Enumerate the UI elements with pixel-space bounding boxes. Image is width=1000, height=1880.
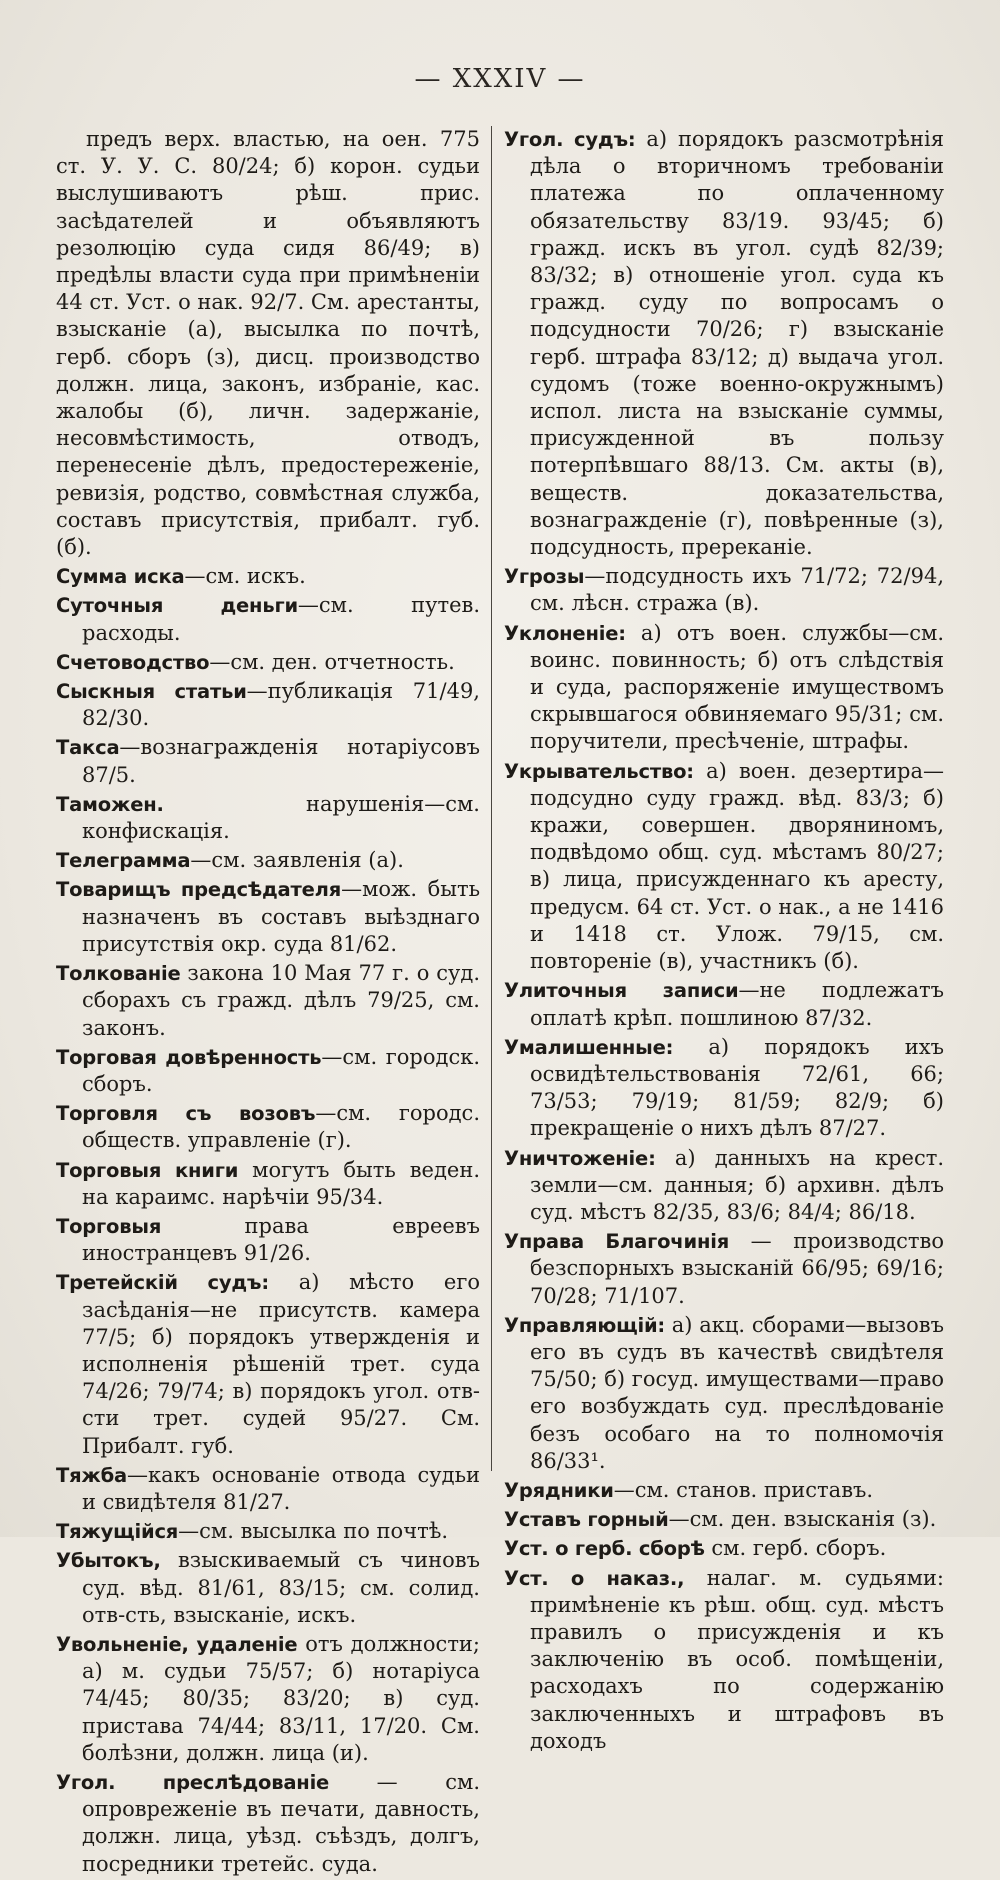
- entry-text: а) порядокъ разсмотрѣнія дѣла о вторичномъ требованіи платежа по оплаченному обязательству 83/19. 93/45; б) гражд. искъ въ угол. судѣ 82/39; 83/32; в) отношеніе угол. суда къ гражд. суду по вопросамъ о подсудности 70/26; г) взысканіе герб. штрафа 83/12; д) выдача угол. судомъ (тоже военно-окружнымъ) испол. листа на взысканіе суммы, присужденной въ пользу потерпѣвшаго 88/13. См. акты (в), веществ. доказательства, вознагражденіе (г), повѣренные (з), подсудность, пререканіе.: [530, 127, 945, 560]
- entry-headword: Торговля съ возовъ: [56, 1102, 316, 1126]
- entry-text: — производство безспорныхъ взысканій 66/95; 69/16; 70/28; 71/107.: [530, 1229, 944, 1308]
- entry-headword: Управляющій:: [504, 1313, 666, 1337]
- entry-headword: Телеграмма: [56, 849, 191, 873]
- entry-text: а) порядокъ ихъ освидѣтельствованія 72/61, 66; 73/53; 79/19; 81/59; 82/9; б) прекращеніе о нихъ дѣлъ 87/27.: [530, 1034, 944, 1141]
- entry-text: а) акц. сборами—вызовъ его въ судъ въ качествѣ свидѣтеля 75/50; б) госуд. имуществами—право его возбуждать суд. преслѣдованіе безъ особаго на то полномочія 86/33¹.: [530, 1312, 944, 1473]
- entry-text: —см. станов. приставъ.: [613, 1477, 874, 1502]
- index-entry: [56, 592, 480, 646]
- index-entry: [504, 1034, 944, 1143]
- index-entry: [504, 1145, 944, 1227]
- entry-headword: Сумма иска: [56, 565, 185, 589]
- index-entry: [56, 1213, 480, 1267]
- entry-text: а) мѣсто его засѣданія—не присутств. камера 77/5; б) порядокъ утвержденія и исполненія рѣшеній трет. суда 74/26; 79/74; в) порядокъ угол. отв-сти трет. судей 95/27. См. Прибалт. губ.: [82, 1270, 480, 1458]
- entry-headword: Уставъ горный: [504, 1508, 669, 1532]
- entry-text: —см. путев. расходы.: [82, 593, 480, 645]
- index-entry: [56, 847, 480, 874]
- page-number: — XXXIV —: [414, 64, 586, 94]
- entry-text: налаг. м. судьями: примѣненіе къ рѣш. общ. суд. мѣстъ правилъ о присужденія и къ заключенію въ особ. помѣщеніи, расходахъ по содержанію заключенныхъ и штрафовъ въ доходъ: [530, 1565, 944, 1753]
- index-entry: [504, 758, 944, 976]
- index-entry: [504, 620, 944, 756]
- entry-headword: Управа Благочинія: [504, 1230, 730, 1254]
- entry-text: —мож. быть назначенъ въ составъ выѣзднаго присутствія окр. суда 81/62.: [82, 877, 480, 956]
- entry-headword: Убытокъ,: [56, 1549, 161, 1573]
- entry-headword: Урядники: [504, 1478, 614, 1502]
- entry-headword: Торговыя: [56, 1214, 162, 1238]
- index-column-right: [504, 126, 944, 1757]
- index-entry: [56, 734, 480, 788]
- entry-headword: Такса: [56, 736, 120, 760]
- entry-headword: Уст. о герб. сборѣ: [504, 1537, 705, 1561]
- entry-text: а) воен. дезертира—подсудно суду гражд. вѣд. 83/3; б) кражи, совершен. дворяниномъ, подвѣдомо общ. суд. мѣстамъ 80/27; в) лица, присужденнаго къ аресту, предусм. 64 ст. Уст. о нак., а не 1416 и 1418 ст. Улож. 79/15, см. повтореніе (в), участникъ (б).: [530, 758, 944, 974]
- index-column-left: [56, 126, 480, 1880]
- entry-text: —подсудность ихъ 71/72; 72/94, см. лѣсн. стража (в).: [530, 564, 944, 616]
- index-entry: [504, 126, 944, 561]
- entry-headword: Сыскныя статьи: [56, 680, 247, 704]
- entry-headword: Толкованіе: [56, 962, 181, 986]
- entry-text: а) данныхъ на крест. земли—см. данныя; б) архивн. дѣлъ суд. мѣстъ 82/35, 83/6; 84/4; 86/18.: [530, 1145, 944, 1224]
- entry-text: —см. городс. обществ. управленіе (г).: [82, 1101, 480, 1153]
- index-entry: [504, 1477, 944, 1504]
- entry-headword: Торговая довѣренность: [56, 1045, 322, 1069]
- entry-headword: Третейскій судъ:: [56, 1271, 269, 1295]
- index-entry: [504, 1228, 944, 1310]
- index-entry: [56, 1631, 480, 1767]
- entry-headword: Торговыя книги: [56, 1158, 239, 1182]
- entry-headword: Умалишенные:: [504, 1035, 674, 1059]
- entry-text: взыскиваемый съ чиновъ суд. вѣд. 81/61, 83/15; см. солид. отв-сть, взысканіе, искъ.: [82, 1548, 480, 1627]
- index-entry: [56, 649, 480, 676]
- index-entry: [504, 1535, 944, 1562]
- entry-headword: Суточныя деньги: [56, 594, 298, 618]
- index-entry: [56, 1044, 480, 1098]
- entry-text: могутъ быть веден. на караимс. нарѣчіи 95/34.: [82, 1157, 480, 1209]
- entry-headword: Тяжба: [56, 1463, 128, 1487]
- index-entry: [56, 1157, 480, 1211]
- entry-headword: Улиточныя записи: [504, 979, 739, 1003]
- entry-text: предъ верх. властью, на оен. 775 ст. У. У. С. 80/24; б) корон. судьи выслушиваютъ рѣш. прис. засѣдателей и объявляютъ резолюцію суда сидя 86/49; в) предѣлы власти суда при примѣненіи 44 ст. Уст. о нак. 92/7. См. арестанты, взысканіе (а), высылка по почтѣ, герб. сборъ (з), дисц. производство должн. лица, законъ, избраніе, кас. жалобы (б), личн. задержаніе, несовмѣстимость, отводъ, перенесеніе дѣлъ, предостереженіе, ревизія, родство, совмѣстная служба, составъ присутствія, прибалт. губ. (б).: [56, 127, 480, 560]
- entry-text: —см. ден. отчетность.: [209, 649, 455, 674]
- index-entry: [56, 1518, 480, 1545]
- entry-text: —см. ден. взысканія (з).: [668, 1507, 937, 1532]
- entry-text: —не подлежатъ оплатѣ крѣп. пошлиною 87/32.: [530, 978, 944, 1030]
- entry-headword: Уклоненіе:: [504, 621, 626, 645]
- column-divider: [491, 126, 492, 1471]
- entry-text: —публикація 71/49, 82/30.: [82, 679, 480, 731]
- index-entry: [56, 960, 480, 1042]
- index-entry: [56, 678, 480, 732]
- entry-headword: Счетоводство: [56, 650, 210, 674]
- index-entry: [56, 1269, 480, 1459]
- index-entry: [504, 977, 944, 1031]
- entry-text: —см. заявленія (а).: [190, 848, 404, 873]
- index-entry: [56, 1769, 480, 1878]
- index-entry: [504, 1565, 944, 1755]
- index-entry: [504, 1506, 944, 1533]
- entry-headword: Уст. о наказ.,: [504, 1566, 685, 1590]
- entry-headword: Угол. судъ:: [504, 128, 636, 151]
- entry-text: отъ должности; а) м. судьи 75/57; б) нотаріуса 74/45; 80/35; 83/20; в) суд. пристава 74/44; 83/11, 17/20. См. болѣзни, должн. лица (и).: [82, 1631, 481, 1765]
- entry-text: нарушенія—см. конфискація.: [82, 791, 480, 844]
- entry-headword: Таможен.: [56, 792, 164, 816]
- entry-text: права евреевъ иностранцевъ 91/26.: [82, 1213, 480, 1266]
- entry-text: —вознагражденія нотаріусовъ 87/5.: [82, 735, 480, 787]
- entry-text: — см. опровреженіе въ печати, давность, должн. лица, уѣзд. съѣздъ, долгъ, посредники третейс. суда.: [82, 1769, 481, 1876]
- index-entry: [56, 1547, 480, 1629]
- index-entry: [56, 791, 480, 845]
- entry-headword: Товарищъ предсѣдателя: [56, 878, 342, 902]
- index-entry: [504, 563, 944, 617]
- index-entry: [56, 126, 480, 561]
- index-entry: [56, 1462, 480, 1516]
- entry-headword: Угрозы: [504, 565, 585, 589]
- index-entry: [504, 1312, 944, 1475]
- entry-headword: Укрывательство:: [504, 759, 694, 783]
- entry-text: а) отъ воен. службы—см. воинс. повинность; б) отъ слѣдствія и суда, распоряженіе имуществомъ скрывшагося обвиняемаго 95/31; см. поручители, пресѣченіе, штрафы.: [530, 620, 944, 754]
- entry-headword: Уничтоженіе:: [504, 1146, 656, 1170]
- entry-headword: Угол. преслѣдованіе: [56, 1770, 330, 1794]
- entry-text: см. герб. сборъ.: [704, 1536, 887, 1561]
- entry-text: —см. городск. сборъ.: [82, 1044, 481, 1096]
- index-entry: [56, 563, 480, 590]
- index-entry: [56, 876, 480, 958]
- index-entry: [56, 1100, 480, 1154]
- entry-text: —см. высылка по почтѣ.: [178, 1519, 449, 1544]
- entry-headword: Увольненіе, удаленіе: [56, 1632, 298, 1656]
- entry-text: закона 10 Мая 77 г. о суд. сборахъ съ гражд. дѣлъ 79/25, см. законъ.: [82, 961, 480, 1040]
- entry-text: —см. искъ.: [184, 564, 306, 589]
- entry-text: —какъ основаніе отвода судьи и свидѣтеля 81/27.: [82, 1462, 480, 1514]
- entry-headword: Тяжущійся: [56, 1520, 179, 1544]
